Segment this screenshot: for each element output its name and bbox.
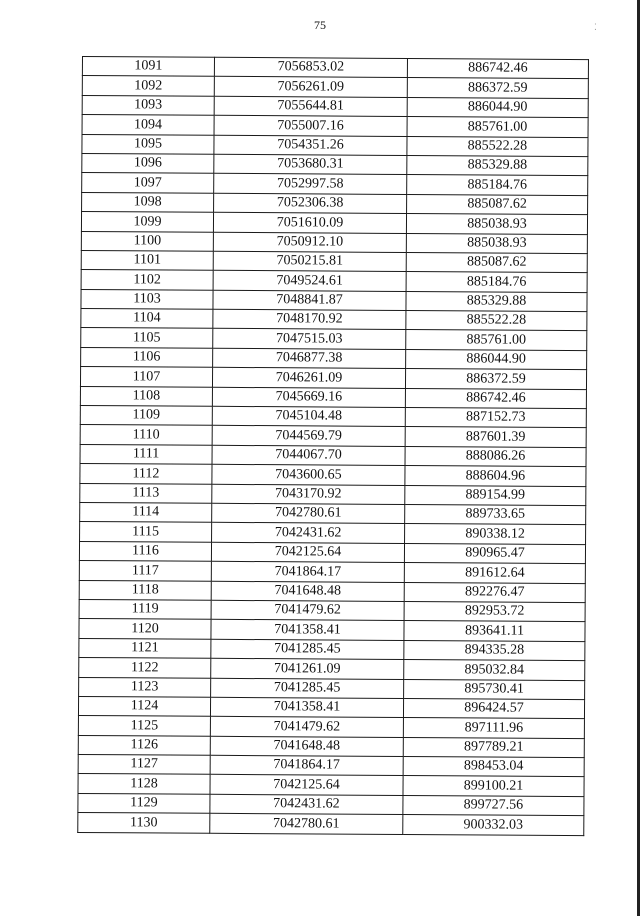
x-coordinate-cell: 7048170.92 [213,309,406,330]
y-coordinate-cell: 898453.04 [403,757,584,777]
point-number-cell: 1097 [82,173,214,193]
y-coordinate-cell: 885761.00 [406,330,587,350]
x-coordinate-cell: 7042431.62 [210,794,403,815]
x-coordinate-cell: 7052997.58 [214,174,407,195]
y-coordinate-cell: 885038.93 [406,214,587,234]
y-coordinate-cell: 885087.62 [406,252,587,272]
y-coordinate-cell: 886044.90 [407,97,588,117]
point-number-cell: 1109 [80,406,212,426]
x-coordinate-cell: 7041358.41 [210,697,403,718]
x-coordinate-cell: 7055644.81 [214,96,407,117]
y-coordinate-cell: 895730.41 [404,679,585,699]
point-number-cell: 1113 [80,483,212,503]
x-coordinate-cell: 7041285.45 [211,678,404,699]
point-number-cell: 1122 [79,658,211,678]
table-row [81,212,587,234]
point-number-cell: 1098 [82,192,214,212]
table-row [79,541,585,563]
point-number-cell: 1096 [82,153,214,173]
x-coordinate-cell: 7041648.48 [211,581,404,602]
x-coordinate-cell: 7047515.03 [213,329,406,350]
point-number-cell: 1107 [80,367,212,387]
x-coordinate-cell: 7049524.61 [213,271,406,292]
point-number-cell: 1116 [79,541,211,561]
point-number-cell: 1093 [82,95,214,115]
x-coordinate-cell: 7041479.62 [210,717,403,738]
y-coordinate-cell: 885329.88 [407,155,588,175]
y-coordinate-cell: 887601.39 [405,427,586,447]
x-coordinate-cell: 7045104.48 [212,406,405,427]
coordinates-table [77,56,589,836]
table-row [78,793,584,815]
table-row [81,328,587,350]
point-number-cell: 1112 [80,464,212,484]
y-coordinate-cell: 899100.21 [403,776,584,796]
x-coordinate-cell: 7046261.09 [212,368,405,389]
x-coordinate-cell: 7041864.17 [211,561,404,582]
table-row [79,638,585,660]
point-number-cell: 1126 [78,735,210,755]
table-row [82,192,588,214]
table-row [81,347,587,369]
y-coordinate-cell: 886742.46 [405,388,586,408]
y-coordinate-cell: 890965.47 [404,543,585,563]
x-coordinate-cell: 7045669.16 [212,387,405,408]
point-number-cell: 1121 [79,638,211,658]
table-row [81,270,587,292]
point-number-cell: 1115 [80,522,212,542]
y-coordinate-cell: 885087.62 [407,194,588,214]
table-row [81,250,587,272]
scan-artifact-mark: ⁚ [594,22,597,32]
y-coordinate-cell: 886372.59 [405,369,586,389]
y-coordinate-cell: 899727.56 [403,795,584,815]
table-row [80,444,586,466]
y-coordinate-cell: 886044.90 [406,349,587,369]
table-row [79,599,585,621]
x-coordinate-cell: 7054351.26 [214,135,407,156]
point-number-cell: 1118 [79,580,211,600]
table-row [82,115,588,137]
point-number-cell: 1106 [81,347,213,367]
table-row [81,309,587,331]
table-row [82,153,588,175]
y-coordinate-cell: 890338.12 [405,524,586,544]
table-row [81,231,587,253]
x-coordinate-cell: 7056853.02 [214,57,407,78]
y-coordinate-cell: 886372.59 [407,78,588,98]
y-coordinate-cell: 885761.00 [407,117,588,137]
x-coordinate-cell: 7041285.45 [211,639,404,660]
y-coordinate-cell: 894335.28 [404,640,585,660]
x-coordinate-cell: 7043170.92 [212,484,405,505]
coordinates-table-wrapper [82,56,588,833]
table-row [80,406,586,428]
point-number-cell: 1105 [81,328,213,348]
table-row [80,522,586,544]
point-number-cell: 1100 [81,231,213,251]
y-coordinate-cell: 885522.28 [407,136,588,156]
point-number-cell: 1101 [81,250,213,270]
y-coordinate-cell: 888086.26 [405,446,586,466]
x-coordinate-cell: 7042125.64 [211,542,404,563]
table-row [82,134,588,156]
point-number-cell: 1099 [81,212,213,232]
point-number-cell: 1108 [80,386,212,406]
table-row [79,561,585,583]
table-row [79,619,585,641]
point-number-cell: 1130 [78,813,210,833]
point-number-cell: 1129 [78,793,210,813]
point-number-cell: 1103 [81,289,213,309]
point-number-cell: 1095 [82,134,214,154]
point-number-cell: 1120 [79,619,211,639]
point-number-cell: 1123 [79,677,211,697]
y-coordinate-cell: 885038.93 [406,233,587,253]
table-row [80,502,586,524]
x-coordinate-cell: 7046877.38 [213,348,406,369]
x-coordinate-cell: 7042780.61 [212,503,405,524]
y-coordinate-cell: 900332.03 [403,815,584,835]
x-coordinate-cell: 7050912.10 [213,232,406,253]
y-coordinate-cell: 889154.99 [405,485,586,505]
y-coordinate-cell: 897789.21 [403,737,584,757]
y-coordinate-cell: 892953.72 [404,601,585,621]
x-coordinate-cell: 7041479.62 [211,600,404,621]
table-row [79,658,585,680]
y-coordinate-cell: 896424.57 [403,698,584,718]
point-number-cell: 1114 [80,502,212,522]
table-row [79,677,585,699]
y-coordinate-cell: 891612.64 [404,563,585,583]
table-row [82,95,588,117]
y-coordinate-cell: 886742.46 [407,58,588,78]
y-coordinate-cell: 888604.96 [405,466,586,486]
x-coordinate-cell: 7041358.41 [211,620,404,641]
table-row [82,173,588,195]
point-number-cell: 1124 [78,696,210,716]
point-number-cell: 1128 [78,774,210,794]
point-number-cell: 1111 [80,444,212,464]
table-row [78,716,584,738]
x-coordinate-cell: 7042125.64 [210,775,403,796]
x-coordinate-cell: 7041864.17 [210,755,403,776]
point-number-cell: 1119 [79,599,211,619]
point-number-cell: 1104 [81,309,213,329]
table-row [78,696,584,718]
x-coordinate-cell: 7041648.48 [210,736,403,757]
point-number-cell: 1102 [81,270,213,290]
table-row [82,76,588,98]
x-coordinate-cell: 7042431.62 [212,523,405,544]
y-coordinate-cell: 887152.73 [405,408,586,428]
coordinates-table-body [78,57,589,836]
table-row [78,813,584,835]
point-number-cell: 1117 [79,561,211,581]
x-coordinate-cell: 7042780.61 [210,814,403,835]
point-number-cell: 1125 [78,716,210,736]
point-number-cell: 1091 [82,57,214,77]
y-coordinate-cell: 897111.96 [403,718,584,738]
y-coordinate-cell: 889733.65 [405,504,586,524]
point-number-cell: 1092 [82,76,214,96]
x-coordinate-cell: 7043600.65 [212,465,405,486]
table-row [81,289,587,311]
table-row [80,464,586,486]
point-number-cell: 1127 [78,755,210,775]
x-coordinate-cell: 7052306.38 [214,193,407,214]
x-coordinate-cell: 7044569.79 [212,426,405,447]
x-coordinate-cell: 7044067.70 [212,445,405,466]
y-coordinate-cell: 885329.88 [406,291,587,311]
y-coordinate-cell: 895032.84 [404,660,585,680]
y-coordinate-cell: 885522.28 [406,311,587,331]
table-row [78,755,584,777]
point-number-cell: 1094 [82,115,214,135]
table-row [78,774,584,796]
y-coordinate-cell: 893641.11 [404,621,585,641]
x-coordinate-cell: 7051610.09 [213,212,406,233]
table-row [80,386,586,408]
x-coordinate-cell: 7055007.16 [214,115,407,136]
x-coordinate-cell: 7048841.87 [213,290,406,311]
y-coordinate-cell: 892276.47 [404,582,585,602]
page-number: 75 [314,18,326,32]
y-coordinate-cell: 885184.76 [406,272,587,292]
table-row [80,483,586,505]
x-coordinate-cell: 7053680.31 [214,154,407,175]
x-coordinate-cell: 7041261.09 [211,658,404,679]
y-coordinate-cell: 885184.76 [407,175,588,195]
point-number-cell: 1110 [80,425,212,445]
table-row [78,735,584,757]
table-row [80,367,586,389]
table-row [79,580,585,602]
table-row [82,57,588,79]
x-coordinate-cell: 7056261.09 [214,77,407,98]
table-row [80,425,586,447]
x-coordinate-cell: 7050215.81 [213,251,406,272]
